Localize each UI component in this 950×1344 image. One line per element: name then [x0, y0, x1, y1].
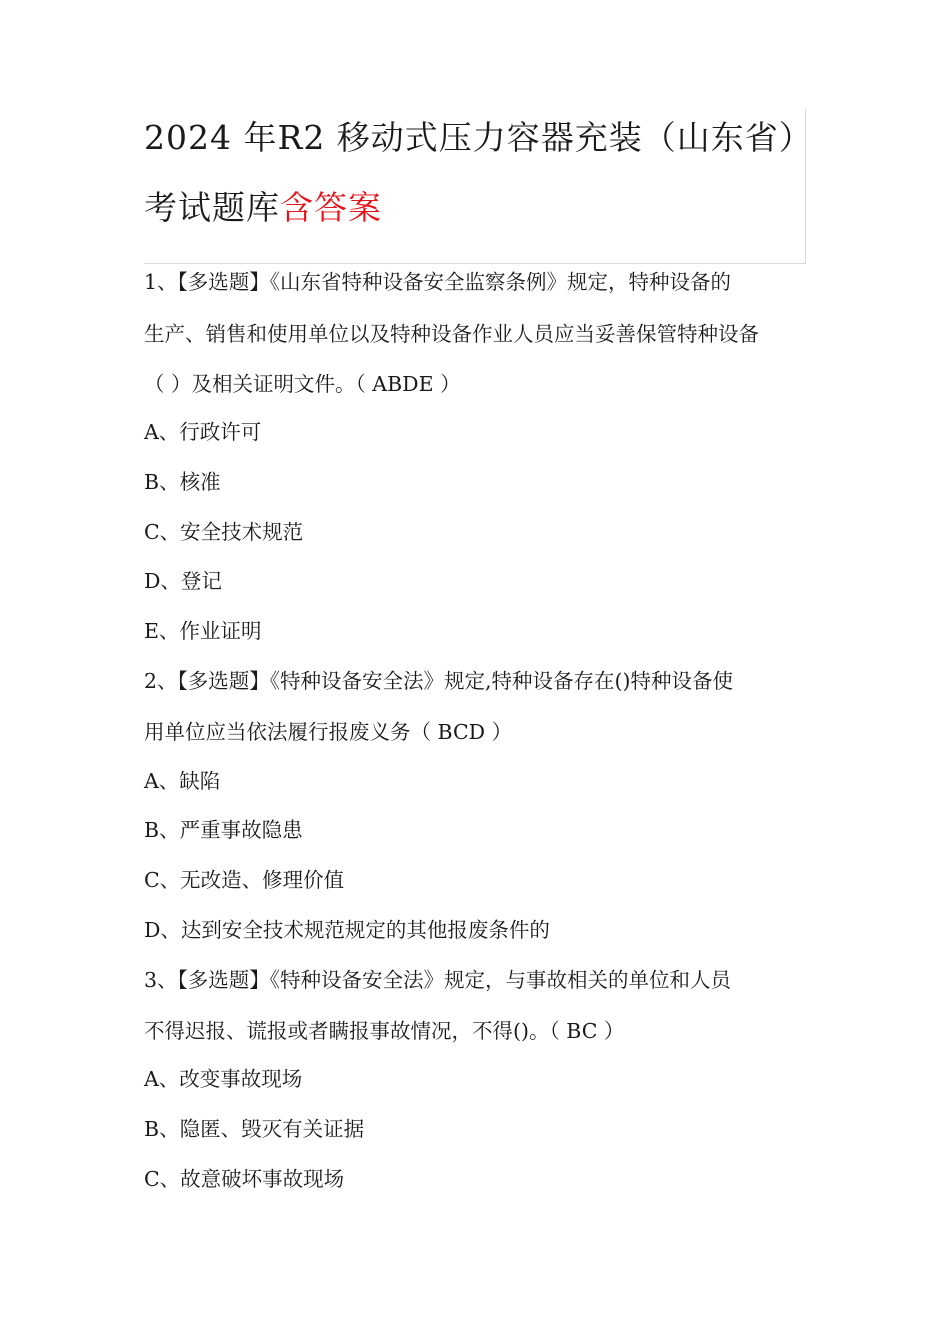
question-3-option-b: B、隐匿、毁灭有关证据 [144, 1117, 365, 1141]
question-2-option-d: D、达到安全技术规范规定的其他报废条件的 [144, 918, 550, 942]
question-2-option-c: C、无改造、修理价值 [144, 868, 345, 892]
question-1-option-e: E、作业证明 [144, 619, 262, 643]
document-title-highlight: 含答案 [280, 188, 382, 227]
question-1-option-b: B、核准 [144, 470, 221, 494]
document-title-line-2 [144, 188, 382, 228]
question-2-option-b: B、严重事故隐患 [144, 818, 303, 842]
document-title-main: 考试题库 [144, 188, 280, 227]
document-title-line-1: 2024 年R2 移动式压力容器充装（山东省） [144, 118, 813, 157]
question-1-option-a: A、行政许可 [144, 420, 262, 444]
question-1-option-c: C、安全技术规范 [144, 520, 304, 544]
document-title-block [144, 108, 813, 264]
question-2-stem-line-1: 2、【多选题】《特种设备安全法》规定,特种设备存在()特种设备使 [144, 669, 734, 693]
question-1-stem-line-2: 生产、销售和使用单位以及特种设备作业人员应当妥善保管特种设备 [144, 322, 759, 346]
question-2-option-a: A、缺陷 [144, 769, 221, 793]
question-1-stem-line-3: （ ）及相关证明文件。（ ABDE ） [144, 372, 461, 396]
question-3-option-c: C、故意破坏事故现场 [144, 1167, 345, 1191]
question-2-stem-line-2: 用单位应当依法履行报废义务（ BCD ） [144, 720, 513, 744]
question-3-stem-line-2: 不得迟报、谎报或者瞒报事故情况，不得()。（ BC ） [144, 1019, 625, 1043]
question-3-stem-line-1: 3、【多选题】《特种设备安全法》规定，与事故相关的单位和人员 [144, 968, 732, 992]
question-1-option-d: D、登记 [144, 569, 222, 593]
question-3-option-a: A、改变事故现场 [144, 1067, 303, 1091]
question-1-stem-line-1: 1、【多选题】《山东省特种设备安全监察条例》规定，特种设备的 [144, 270, 732, 294]
